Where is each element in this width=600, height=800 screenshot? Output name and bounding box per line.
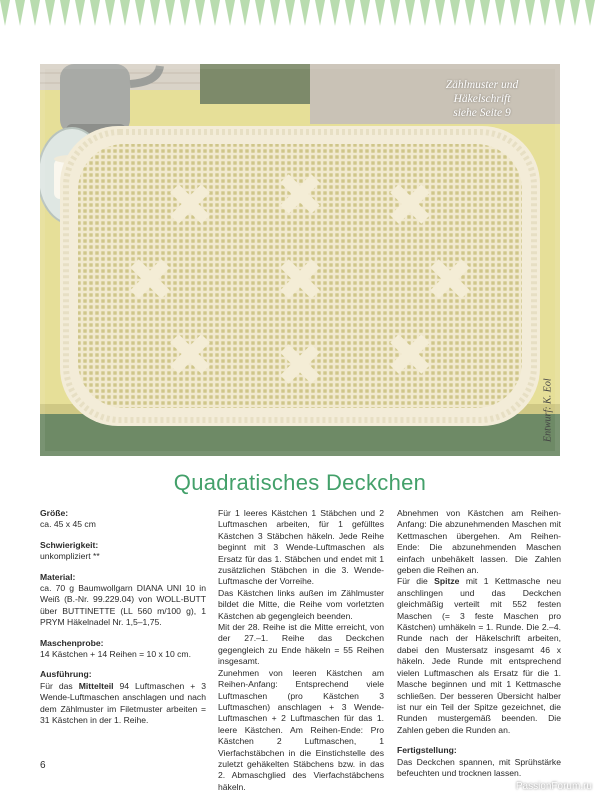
bold-term: Mittelteil (78, 680, 114, 691)
instructions-heading: Ausführung: (40, 669, 92, 680)
size-heading: Größe: (40, 508, 69, 518)
pattern-reference-caption (422, 78, 542, 120)
text-run: mit 1 Kettmasche neu anschlingen und das Deckchen gleichmäßig verteilt mit 552 festen Maschen (= 3 feste Maschen pro Kästchen) umhäkeln = 1. Runde. Die 2.–4. Runde nach der Häkelschrift arbeiten, dabei den Mustersatz insgesamt 46 x häkeln. Jede Runde mit entsprechend vielen Luftmaschen als Ersatz für die 1. Masche beginnen und mit 1 Kettmasche schließen. Der besseren Übersicht halber ist nur ein Teil der Spitze gezeichnet, die Runden mustergemäß beenden. Die Zahlen geben die Runden an. (397, 576, 561, 735)
text-run: Für die (397, 576, 435, 587)
caption-line: Häkelschrift (453, 93, 511, 105)
text-column-1 (40, 508, 206, 727)
doily-photo (40, 64, 560, 456)
instructions-text (40, 681, 206, 727)
doily-illustration (40, 64, 560, 456)
difficulty-text: unkompliziert ** (40, 551, 100, 562)
gauge-heading: Maschenprobe: (40, 637, 104, 648)
decorative-top-border (0, 0, 600, 34)
crochet-doily (60, 126, 540, 426)
material-heading: Material: (40, 571, 76, 582)
text-column-3 (397, 508, 561, 779)
article-title: Quadratisches Deckchen (173, 470, 427, 495)
text-run: 94 Luftmaschen + 3 Wende-Luftmaschen anschlagen und nach dem Zählmuster im Filetmuster arbeiten = 31 Kästchen in der 1. Reihe. (40, 680, 206, 726)
material-text: ca. 70 g Baumwollgarn DIANA UNI 10 in Weiß (B.-Nr. 99.229.04) von WOLL-BUTT über BUTTINETTE (LL 560 m/100 g), 1 PRYM Häkelnadel Nr. 1,5–1,75. (40, 583, 206, 628)
paragraph: Mit der 28. Reihe ist die Mitte erreicht, von der 27.–1. Reihe das Deckchen gegengleich zu Ende häkeln = 55 Reihen insgesamt. (218, 622, 384, 667)
caption-line: siehe Seite 9 (453, 107, 511, 119)
plant-pot-background (200, 64, 310, 104)
text-column-2 (218, 508, 384, 793)
paragraph: Zunehmen von leeren Kästchen am Reihen-Anfang: Entsprechend viele Luftmaschen (pro Kästchen 3 Luftmaschen) anschlagen + 3 Wende-Luftmaschen + 2 Luftmaschen für das 1. leere Kästchen. Am Reihen-Ende: Pro Kästchen 2 Luftmaschen, 1 Vierfachstäbchen in die Einstichstelle des zuletzt gehäkelten Stäbchens bzw. in das 2. Abmaschglied des Vierfachstäbchens häkeln. (218, 667, 384, 792)
finishing-text: Das Deckchen spannen, mit Sprühstärke befeuchten und trocknen lassen. (397, 756, 561, 778)
paragraph (397, 576, 561, 736)
page-number: 6 (40, 760, 46, 771)
finishing-heading: Fertigstellung: (397, 745, 457, 756)
text-run: Für das (40, 680, 79, 691)
paragraph: Für 1 leeres Kästchen 1 Stäbchen und 2 Luftmaschen arbeiten, für 1 gefülltes Kästchen 3 Stäbchen häkeln. Jede Reihe beginnt mit 3 Wende-Luftmaschen als Ersatz für das 1. Stäbchen und endet mit 1 zusätzlichen Stäbchen in die 3. Wende-Luftmasche der Vorreihe. (218, 508, 384, 587)
caption-line: Zählmuster und (445, 79, 519, 91)
site-watermark: PassionForum.ru (515, 781, 592, 792)
gauge-text: 14 Kästchen + 14 Reihen = 10 x 10 cm. (40, 649, 191, 660)
paragraph: Abnehmen von Kästchen am Reihen-Anfang: Die abzunehmenden Maschen mit Kettmaschen übergehen. Am Reihen-Ende: Die abzunehmenden Maschen einfach unbehäkelt lassen. Die Zahlen geben die Reihen an. (397, 508, 561, 576)
paragraph: Das Kästchen links außen im Zählmuster bildet die Mitte, die Reihe vom vorletzten Kästchen ab gegengleich beenden. (218, 587, 384, 621)
size-text: ca. 45 x 45 cm (40, 519, 96, 530)
difficulty-heading: Schwierigkeit: (40, 539, 99, 550)
design-credit: Entwurf: K. Eol (543, 378, 554, 442)
bold-term: Spitze (434, 576, 460, 587)
